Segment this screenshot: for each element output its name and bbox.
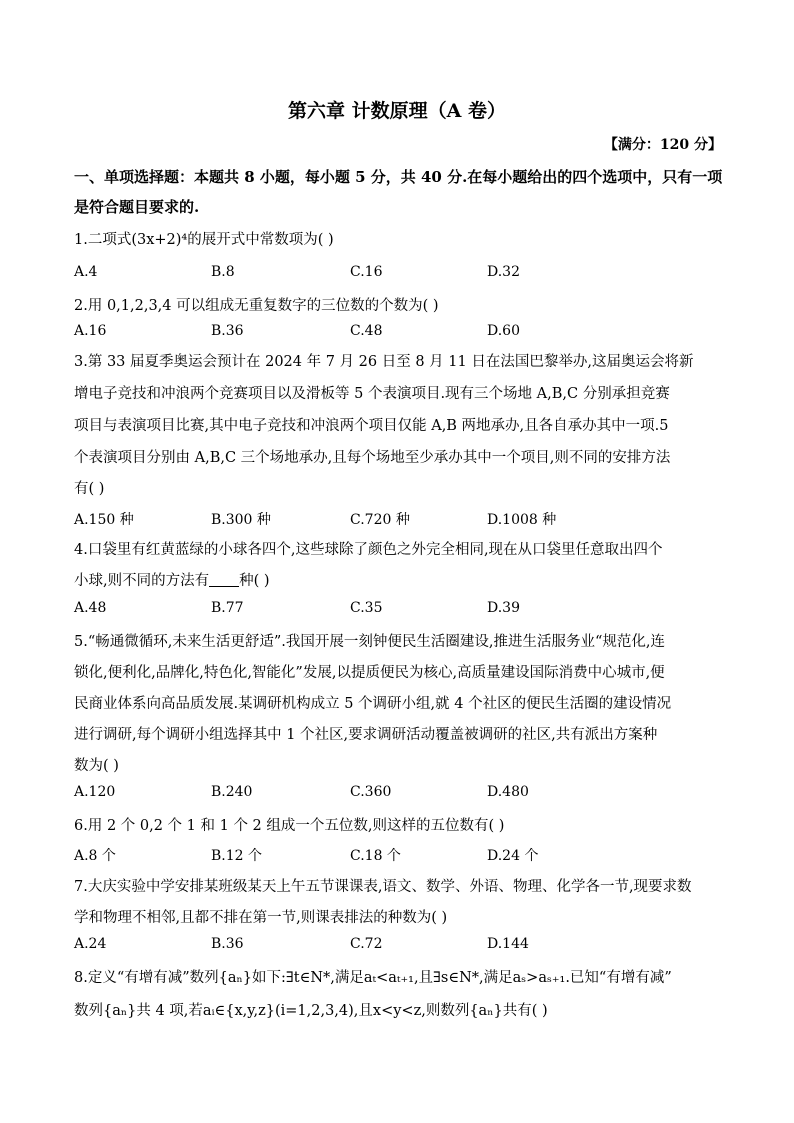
option-a: A.4: [74, 264, 98, 280]
option-c: C.360: [350, 784, 392, 800]
option-d: D.480: [487, 784, 529, 800]
option-a: A.16: [74, 323, 107, 339]
option-b: B.8: [211, 264, 235, 280]
option-c: C.48: [350, 323, 383, 339]
question-1: 1.二项式(3x+2)⁴的展开式中常数项为( ): [74, 232, 334, 248]
question-4-line-2: [74, 569, 270, 590]
option-d: D.24 个: [487, 848, 539, 864]
option-b: B.240: [211, 784, 253, 800]
question-3-line-5: 有( ): [74, 481, 105, 497]
option-a: A.120: [74, 784, 116, 800]
option-c: C.720 种: [350, 512, 410, 528]
option-c: C.35: [350, 600, 383, 616]
question-7-line-2: 学和物理不相邻,且都不排在第一节,则课表排法的种数为( ): [74, 910, 448, 926]
question-2: 2.用 0,1,2,3,4 可以组成无重复数字的三位数的个数为( ): [74, 298, 439, 314]
option-c: C.18 个: [350, 848, 401, 864]
question-4-line-1: 4.口袋里有红黄蓝绿的小球各四个,这些球除了颜色之外完全相同,现在从口袋里任意取出四个: [74, 542, 663, 558]
question-3-line-4: 个表演项目分别由 A,B,C 三个场地承办,且每个场地至少承办其中一个项目,则不同的安排方法: [74, 450, 671, 466]
option-c: C.16: [350, 264, 383, 280]
option-a: A.48: [74, 600, 107, 616]
score-label: 【满分：120 分】: [603, 137, 722, 153]
option-c: C.72: [350, 936, 383, 952]
option-b: B.36: [211, 323, 244, 339]
question-3-line-3: 项目与表演项目比赛,其中电子竞技和冲浪两个项目仅能 A,B 两地承办,且各自承办其中一项.5: [74, 418, 669, 434]
question-8-line-2: 数列{aₙ}共 4 项,若aᵢ∈{x,y,z}(i=1,2,3,4),且x<y<z,则数列{aₙ}共有( ): [74, 1003, 548, 1019]
option-d: D.32: [487, 264, 520, 280]
question-4-text-end: 种( ): [239, 573, 270, 589]
option-b: B.77: [211, 600, 244, 616]
question-5-line-3: 民商业体系向高品质发展.某调研机构成立 5 个调研小组,就 4 个社区的便民生活圈的建设情况: [74, 696, 672, 712]
answer-blank: [209, 572, 239, 587]
question-4-text: 小球,则不同的方法有: [74, 573, 210, 589]
option-d: D.144: [487, 936, 529, 952]
option-b: B.36: [211, 936, 244, 952]
option-b: B.12 个: [211, 848, 263, 864]
option-a: A.24: [74, 936, 107, 952]
question-8-line-1: 8.定义“有增有减”数列{aₙ}如下:∃t∈N*,满足aₜ<aₜ₊₁,且∃s∈N*,满足aₛ>aₛ₊₁.已知“有增有减”: [74, 970, 672, 986]
question-7-line-1: 7.大庆实验中学安排某班级某天上午五节课课表,语文、数学、外语、物理、化学各一节,现要求数: [74, 879, 692, 895]
question-5-line-4: 进行调研,每个调研小组选择其中 1 个社区,要求调研活动覆盖被调研的社区,共有派出方案种: [74, 727, 658, 743]
option-d: D.1008 种: [487, 512, 557, 528]
question-3-line-2: 增电子竞技和冲浪两个竞赛项目以及滑板等 5 个表演项目.现有三个场地 A,B,C 分别承担竞赛: [74, 386, 670, 402]
option-d: D.39: [487, 600, 520, 616]
option-a: A.8 个: [74, 848, 116, 864]
page-title: 第六章 计数原理（A 卷）: [288, 100, 506, 122]
question-5-line-2: 锁化,便利化,品牌化,特色化,智能化”发展,以提质便民为核心,高质量建设国际消费中心城市,便: [74, 665, 665, 681]
question-6: 6.用 2 个 0,2 个 1 和 1 个 2 组成一个五位数,则这样的五位数有( ): [74, 818, 505, 834]
question-5-line-1: 5.“畅通微循环,未来生活更舒适”.我国开展一刻钟便民生活圈建设,推进生活服务业“规范化,连: [74, 634, 666, 650]
option-b: B.300 种: [211, 512, 271, 528]
section-heading: 一、单项选择题：本题共 8 小题，每小题 5 分，共 40 分.在每小题给出的四个选项中，只有一项是符合题目要求的.: [74, 168, 723, 216]
option-a: A.150 种: [74, 512, 134, 528]
option-d: D.60: [487, 323, 520, 339]
question-3-line-1: 3.第 33 届夏季奥运会预计在 2024 年 7 月 26 日至 8 月 11 日在法国巴黎举办,这届奥运会将新: [74, 354, 694, 370]
question-5-line-5: 数为( ): [74, 758, 119, 774]
